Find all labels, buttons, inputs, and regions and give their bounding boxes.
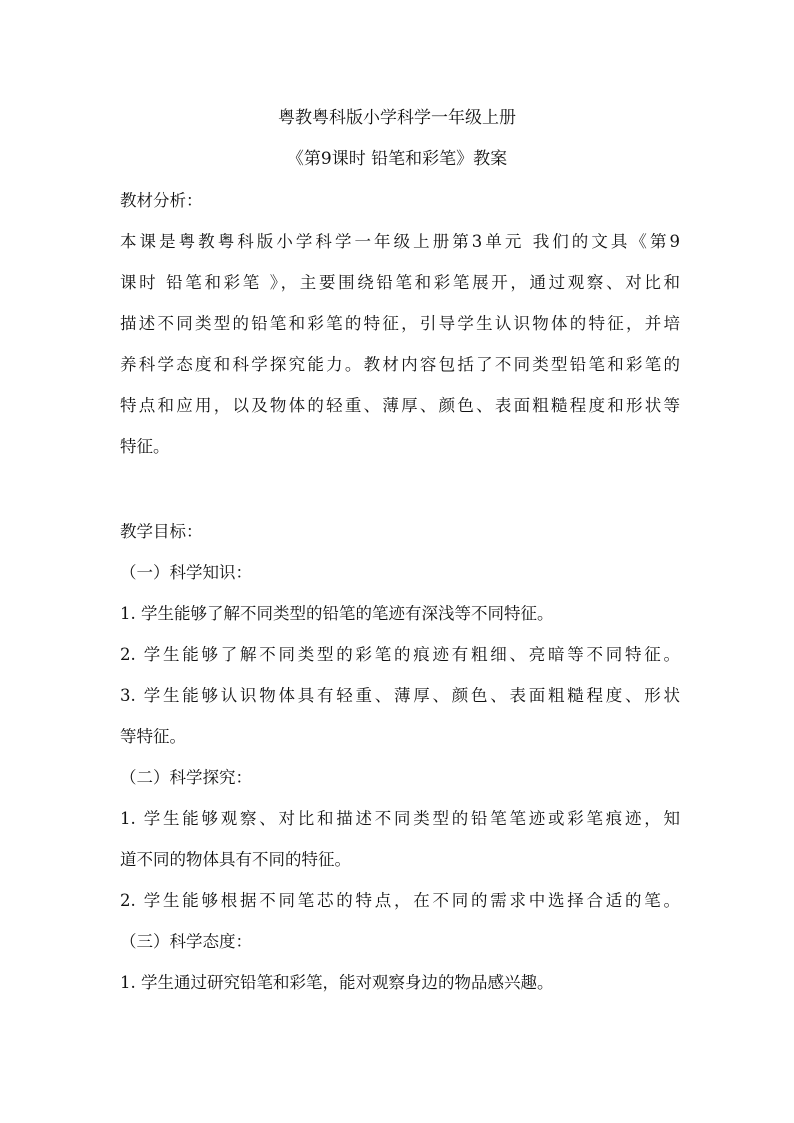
knowledge-item: 等特征。 xyxy=(120,727,186,746)
analysis-paragraph-line: 特征。 xyxy=(120,437,170,456)
analysis-paragraph-line: 养科学态度和科学探究能力。教材内容包括了不同类型铅笔和彩笔的 xyxy=(120,355,680,374)
document-title: 粤教粤科版小学科学一年级上册 xyxy=(278,108,516,128)
analysis-paragraph-line: 描述不同类型的铅笔和彩笔的特征，引导学生认识物体的特征，并培 xyxy=(120,314,680,333)
section-heading-knowledge: （一）科学知识： xyxy=(120,563,252,582)
document-subtitle: 《第9课时 铅笔和彩笔》教案 xyxy=(286,149,508,169)
section-heading-attitude: （三）科学态度： xyxy=(120,932,252,951)
analysis-paragraph-line: 本课是粤教粤科版小学科学一年级上册第3单元 我们的文具《第9 xyxy=(120,232,680,251)
analysis-paragraph-line: 课时 铅笔和彩笔 》，主要围绕铅笔和彩笔展开，通过观察、对比和 xyxy=(120,273,680,292)
inquiry-item: 道不同的物体具有不同的特征。 xyxy=(120,850,351,869)
analysis-heading: 教材分析： xyxy=(120,191,203,210)
analysis-paragraph-line: 特点和应用，以及物体的轻重、薄厚、颜色、表面粗糙程度和形状等 xyxy=(120,396,680,415)
knowledge-item: 3. 学生能够认识物体具有轻重、薄厚、颜色、表面粗糙程度、形状 xyxy=(120,686,680,705)
inquiry-item: 1. 学生能够观察、对比和描述不同类型的铅笔笔迹或彩笔痕迹，知 xyxy=(120,809,680,828)
goals-heading: 教学目标： xyxy=(120,522,203,541)
knowledge-item: 2. 学生能够了解不同类型的彩笔的痕迹有粗细、亮暗等不同特征。 xyxy=(120,645,680,664)
inquiry-item: 2. 学生能够根据不同笔芯的特点，在不同的需求中选择合适的笔。 xyxy=(120,891,680,910)
knowledge-item: 1. 学生能够了解不同类型的铅笔的笔迹有深浅等不同特征。 xyxy=(120,604,554,623)
attitude-item: 1. 学生通过研究铅笔和彩笔，能对观察身边的物品感兴趣。 xyxy=(120,973,554,992)
section-heading-inquiry: （二）科学探究： xyxy=(120,768,252,787)
